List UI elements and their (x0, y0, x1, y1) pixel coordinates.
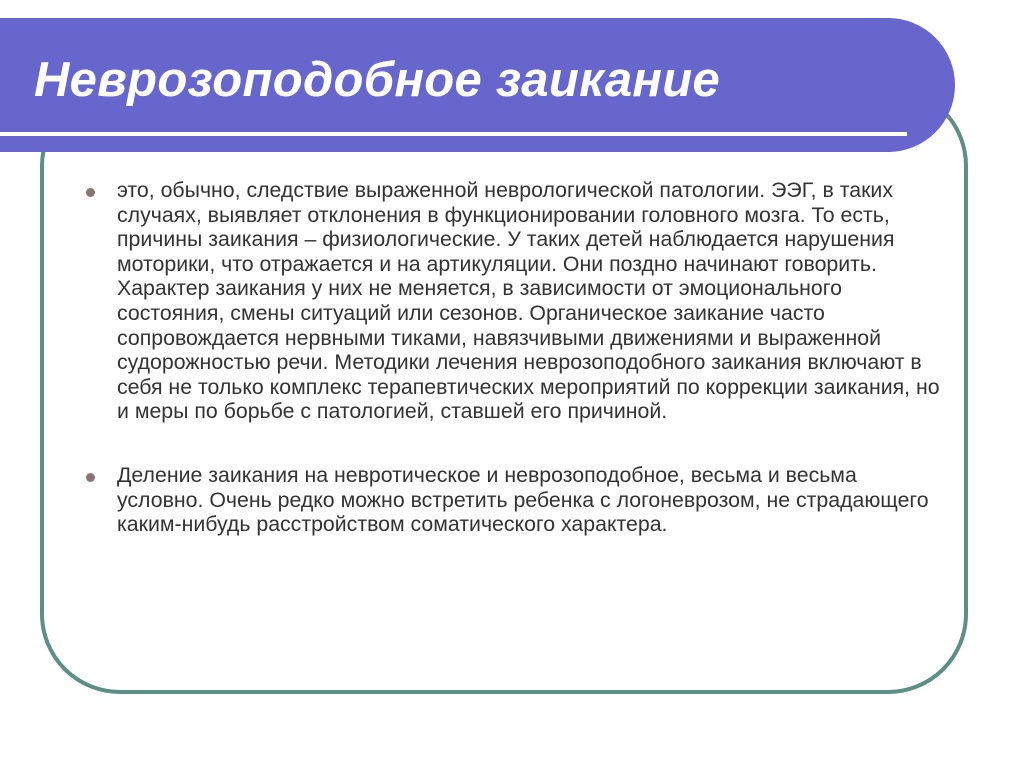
bullet-text: это, обычно, следствие выраженной неврологической патологии. ЭЭГ, в таких случаях, выявляет отклонения в функционировании головного мозга. То есть, причины заикания – физиологические. У таких детей наблюдается нарушения моторики, что отражается и на артикуляции. Они поздно начинают говорить. Характер заикания у них не меняется, в зависимости от эмоционального состояния, смены ситуаций или сезонов. Органическое заикание часто сопровождается нервными тиками, навязчивыми движениями и выраженной судорожностью речи. Методики лечения неврозоподобного заикания включают в себя не только комплекс терапевтических мероприятий по коррекции заикания, но и меры по борьбе с патологией, ставшей его причиной. (117, 178, 940, 424)
bullet-dot-icon (86, 188, 95, 197)
slide-title: Неврозоподобное заикание (34, 53, 721, 107)
bullet-item (86, 463, 946, 537)
bullet-item (86, 178, 946, 424)
bullet-text: Деление заикания на невротическое и неврозоподобное, весьма и весьма условно. Очень редко можно встретить ребенка с логоневрозом, не страдающего каким-нибудь расстройством соматического характера. (117, 462, 929, 537)
bullet-list (86, 178, 946, 537)
bullet-dot-icon (86, 473, 95, 482)
title-underline (0, 132, 907, 136)
